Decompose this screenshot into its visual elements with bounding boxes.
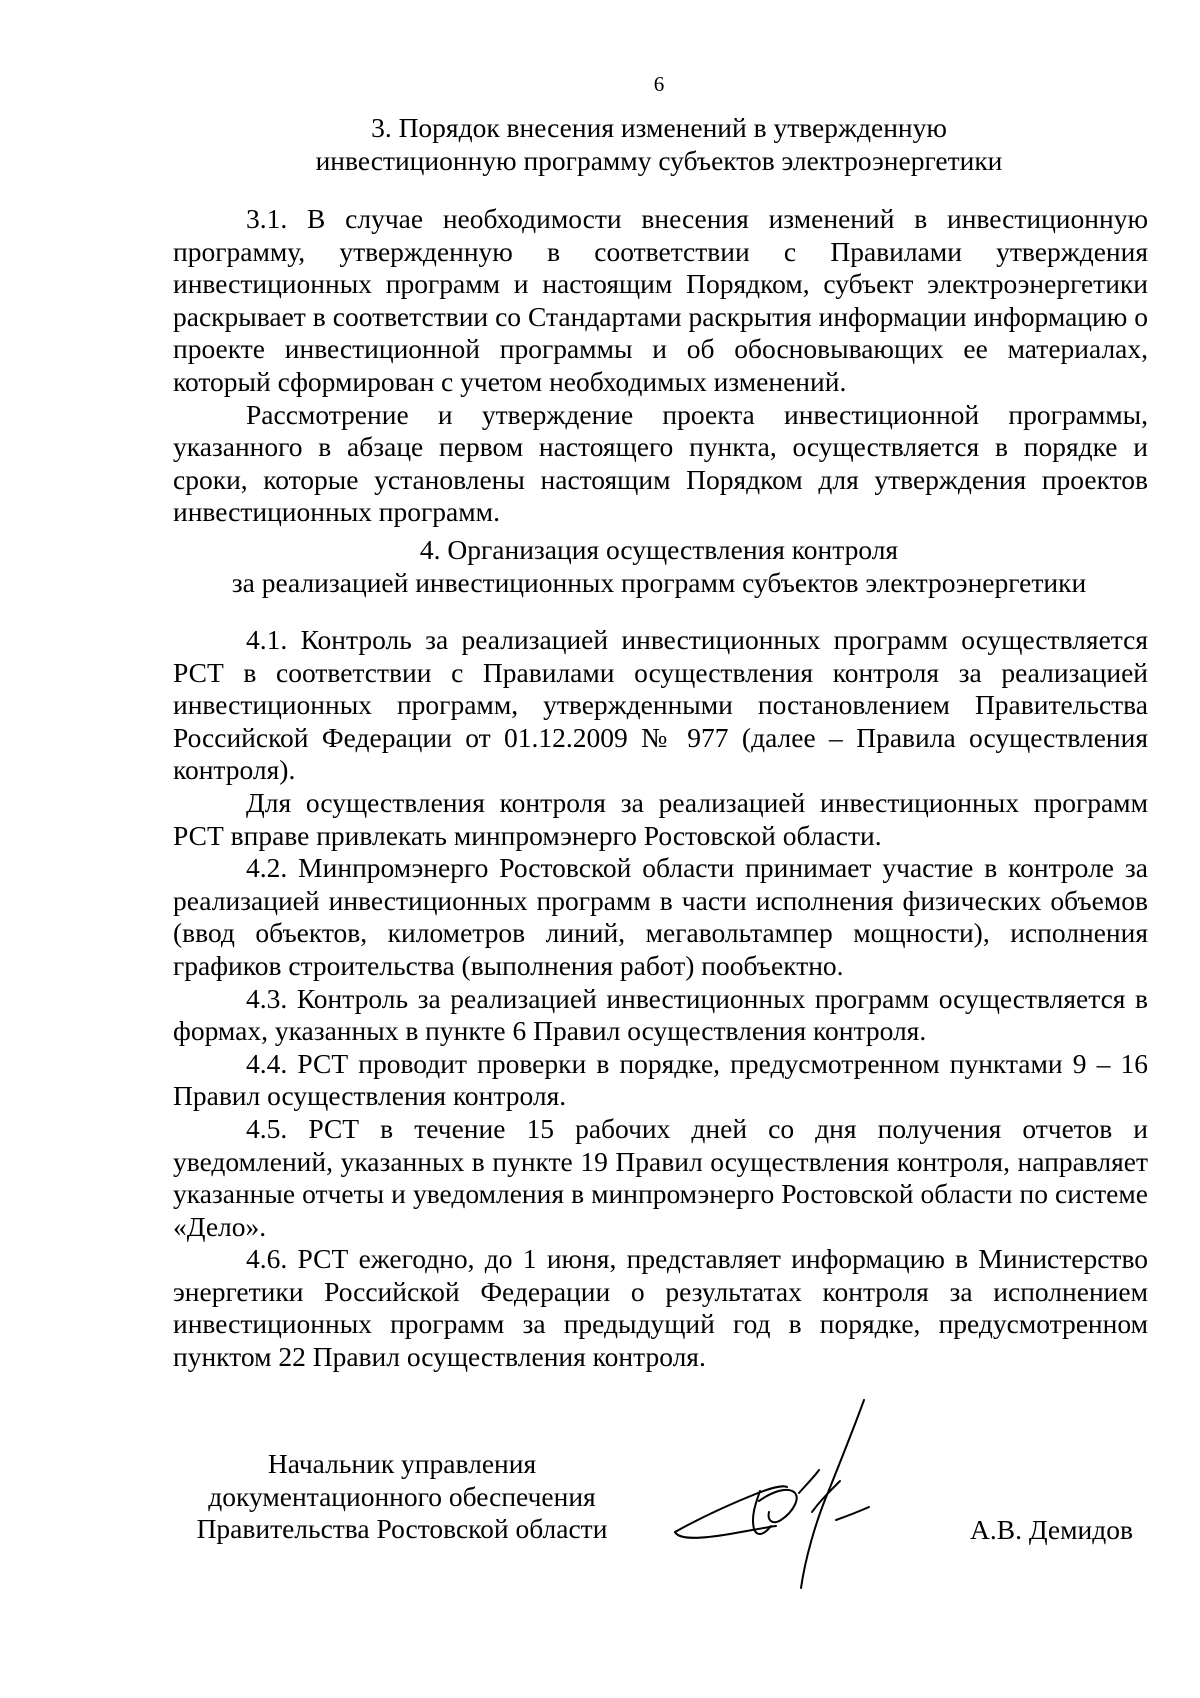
paragraph-3-1: 3.1. В случае необходимости внесения изменений в инвестиционную программу, утвержденную в соответствии с Правилами утверждения инвестиционных программ и настоящим Порядком, субъект электроэнергетики раскрывает в соответствии со Стандартами раскрытия информации информацию о проекте инвестиционной программы и об обосновывающих ее материалах, который сформирован с учетом необходимых изменений. (173, 203, 1148, 397)
paragraph-4-2: 4.2. Минпромэнерго Ростовской области принимает участие в контроле за реализацией инвестиционных программ в части исполнения физических объемов (ввод объектов, километров линий, мегавольтампер мощности), исполнения графиков строительства (выполнения работ) пообъектно. (173, 852, 1148, 981)
signatory-position-line-2: документационного обеспечения (208, 1480, 596, 1512)
section-3-title-line-1: 3. Порядок внесения изменений в утвержденную (371, 112, 947, 143)
paragraph-4-1-second: Для осуществления контроля за реализацией инвестиционных программ РСТ вправе привлекать минпромэнерго Ростовской области. (173, 786, 1148, 851)
paragraph-4-4: 4.4. РСТ проводит проверки в порядке, предусмотренном пунктами 9 – 16 Правил осуществления контроля. (173, 1047, 1148, 1112)
signatory-position (168, 1448, 636, 1546)
section-4-heading (0, 534, 1200, 599)
section-4-title-line-1: 4. Организация осуществления контроля (419, 534, 899, 565)
section-3-heading (0, 112, 1200, 177)
section-4-body (173, 624, 1148, 1374)
section-4-title-line-2: за реализацией инвестиционных программ субъектов электроэнергетики (231, 566, 1087, 598)
paragraph-4-5: 4.5. РСТ в течение 15 рабочих дней со дня получения отчетов и уведомлений, указанных в пункте 19 Правил осуществления контроля, направляет указанные отчеты и уведомления в минпромэнерго Ростовской области по системе «Дело». (173, 1112, 1148, 1242)
signatory-position-line-1: Начальник управления (267, 1448, 537, 1479)
section-3-title-line-2: инвестиционную программу субъектов электроэнергетики (315, 144, 1003, 176)
signatory-position-line-3: Правительства Ростовской области (196, 1513, 608, 1545)
paragraph-4-1: 4.1. Контроль за реализацией инвестиционных программ осуществляется РСТ в соответствии с Правилами осуществления контроля за реализацией инвестиционных программ, утвержденными постановлением Правительства Российской Федерации от 01.12.2009 № 977 (далее – Правила осуществления контроля). (173, 624, 1148, 786)
paragraph-4-3: 4.3. Контроль за реализацией инвестиционных программ осуществляется в формах, указанных в пункте 6 Правил осуществления контроля. (173, 982, 1148, 1047)
page-number: 6 (653, 72, 665, 96)
paragraph-4-6: 4.6. РСТ ежегодно, до 1 июня, представляет информацию в Министерство энергетики Российской Федерации о результатах контроля за исполнением инвестиционных программ за предыдущий год в порядке, предусмотренном пунктом 22 Правил осуществления контроля. (173, 1243, 1148, 1373)
handwritten-signature (655, 1395, 915, 1603)
signatory-name: А.В. Демидов (970, 1514, 1133, 1545)
section-3-body (173, 203, 1148, 529)
paragraph-3-1-second: Рассмотрение и утверждение проекта инвестиционной программы, указанного в абзаце первом настоящего пункта, осуществляется в порядке и сроки, которые установлены настоящим Порядком для утверждения проектов инвестиционных программ. (173, 398, 1148, 528)
